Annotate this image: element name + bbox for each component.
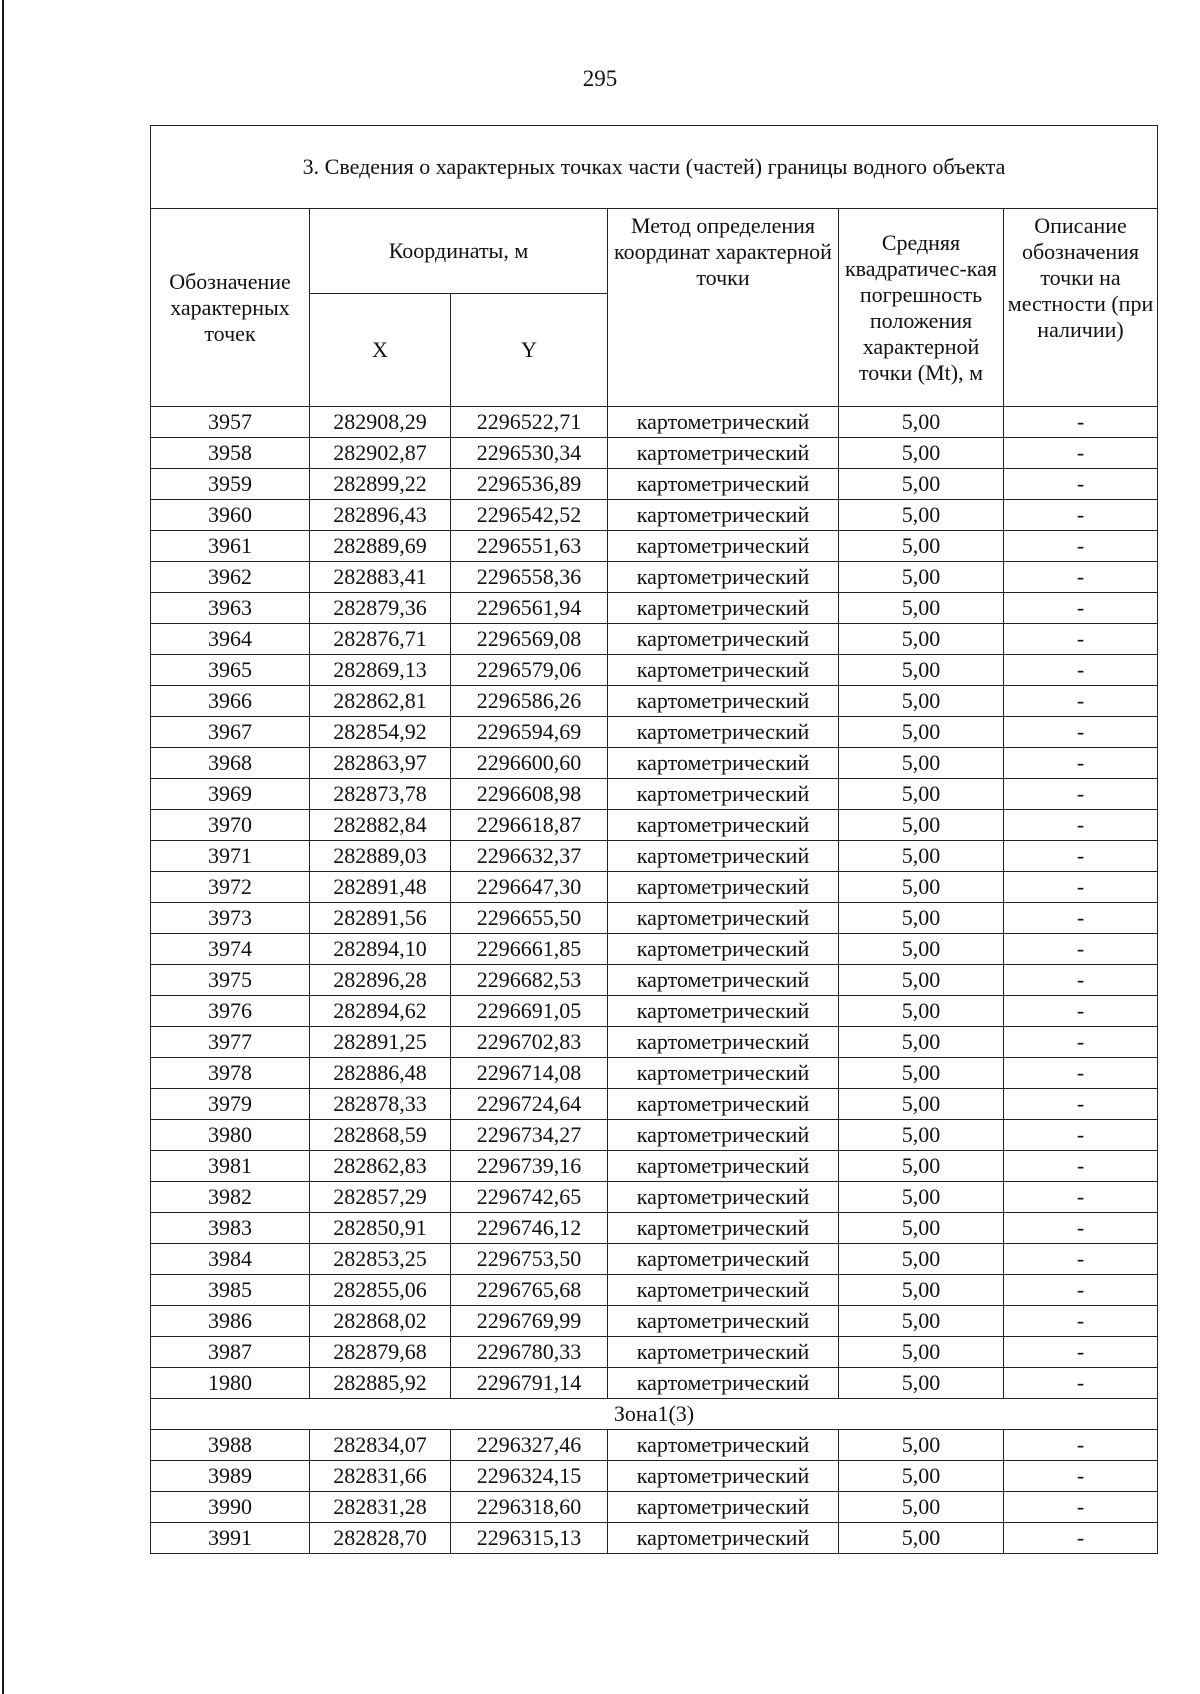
boundary-points-table	[150, 125, 1158, 1554]
cell-point: 3974	[151, 934, 310, 965]
cell-x: 282868,02	[310, 1306, 451, 1337]
cell-y: 2296579,06	[451, 655, 608, 686]
cell-point: 3980	[151, 1120, 310, 1151]
table-row	[151, 469, 1158, 500]
header-y: Y	[451, 294, 608, 407]
cell-x: 282855,06	[310, 1275, 451, 1306]
cell-desc: -	[1004, 1461, 1158, 1492]
cell-x: 282882,84	[310, 810, 451, 841]
cell-x: 282883,41	[310, 562, 451, 593]
cell-y: 2296586,26	[451, 686, 608, 717]
cell-y: 2296691,05	[451, 996, 608, 1027]
cell-method: картометрический	[608, 1182, 839, 1213]
cell-point: 3975	[151, 965, 310, 996]
cell-y: 2296682,53	[451, 965, 608, 996]
cell-desc: -	[1004, 841, 1158, 872]
cell-y: 2296734,27	[451, 1120, 608, 1151]
header-method: Метод определения координат характерной точки	[608, 209, 839, 407]
cell-desc: -	[1004, 1306, 1158, 1337]
cell-y: 2296530,34	[451, 438, 608, 469]
table-row	[151, 655, 1158, 686]
cell-point: 3968	[151, 748, 310, 779]
cell-point: 3971	[151, 841, 310, 872]
cell-point: 3983	[151, 1213, 310, 1244]
table-row	[151, 593, 1158, 624]
cell-mt: 5,00	[839, 686, 1004, 717]
cell-mt: 5,00	[839, 1461, 1004, 1492]
cell-desc: -	[1004, 593, 1158, 624]
cell-mt: 5,00	[839, 1027, 1004, 1058]
cell-method: картометрический	[608, 1430, 839, 1461]
cell-point: 3985	[151, 1275, 310, 1306]
table-row	[151, 1244, 1158, 1275]
cell-mt: 5,00	[839, 779, 1004, 810]
cell-method: картометрический	[608, 531, 839, 562]
table-row	[151, 934, 1158, 965]
cell-desc: -	[1004, 1430, 1158, 1461]
cell-y: 2296780,33	[451, 1337, 608, 1368]
cell-desc: -	[1004, 1027, 1158, 1058]
cell-mt: 5,00	[839, 1368, 1004, 1399]
cell-y: 2296714,08	[451, 1058, 608, 1089]
cell-desc: -	[1004, 1337, 1158, 1368]
cell-point: 3979	[151, 1089, 310, 1120]
cell-method: картометрический	[608, 872, 839, 903]
cell-mt: 5,00	[839, 1089, 1004, 1120]
cell-x: 282857,29	[310, 1182, 451, 1213]
table-row	[151, 1306, 1158, 1337]
table-row	[151, 1430, 1158, 1461]
zone-row	[151, 1399, 1158, 1430]
table-row	[151, 748, 1158, 779]
table-row	[151, 903, 1158, 934]
cell-x: 282891,56	[310, 903, 451, 934]
cell-desc: -	[1004, 903, 1158, 934]
cell-method: картометрический	[608, 655, 839, 686]
cell-method: картометрический	[608, 996, 839, 1027]
cell-mt: 5,00	[839, 593, 1004, 624]
cell-method: картометрический	[608, 934, 839, 965]
cell-point: 3966	[151, 686, 310, 717]
cell-y: 2296791,14	[451, 1368, 608, 1399]
cell-desc: -	[1004, 996, 1158, 1027]
cell-method: картометрический	[608, 748, 839, 779]
cell-mt: 5,00	[839, 1244, 1004, 1275]
cell-mt: 5,00	[839, 903, 1004, 934]
cell-desc: -	[1004, 562, 1158, 593]
cell-mt: 5,00	[839, 841, 1004, 872]
table-row	[151, 531, 1158, 562]
cell-x: 282902,87	[310, 438, 451, 469]
cell-point: 3970	[151, 810, 310, 841]
cell-desc: -	[1004, 407, 1158, 438]
table-row	[151, 779, 1158, 810]
cell-desc: -	[1004, 624, 1158, 655]
cell-y: 2296655,50	[451, 903, 608, 934]
table-row	[151, 1337, 1158, 1368]
cell-method: картометрический	[608, 686, 839, 717]
cell-y: 2296324,15	[451, 1461, 608, 1492]
cell-x: 282896,28	[310, 965, 451, 996]
cell-desc: -	[1004, 1151, 1158, 1182]
cell-y: 2296558,36	[451, 562, 608, 593]
cell-x: 282873,78	[310, 779, 451, 810]
cell-x: 282854,92	[310, 717, 451, 748]
cell-mt: 5,00	[839, 531, 1004, 562]
cell-method: картометрический	[608, 717, 839, 748]
cell-method: картометрический	[608, 1275, 839, 1306]
cell-x: 282850,91	[310, 1213, 451, 1244]
table-row	[151, 500, 1158, 531]
table-row	[151, 810, 1158, 841]
cell-x: 282879,68	[310, 1337, 451, 1368]
cell-mt: 5,00	[839, 1151, 1004, 1182]
cell-mt: 5,00	[839, 1058, 1004, 1089]
table-row	[151, 1275, 1158, 1306]
cell-method: картометрический	[608, 624, 839, 655]
table-row	[151, 1151, 1158, 1182]
cell-x: 282828,70	[310, 1523, 451, 1554]
cell-desc: -	[1004, 1182, 1158, 1213]
cell-x: 282878,33	[310, 1089, 451, 1120]
cell-mt: 5,00	[839, 1275, 1004, 1306]
cell-desc: -	[1004, 872, 1158, 903]
cell-x: 282889,03	[310, 841, 451, 872]
table-row	[151, 1027, 1158, 1058]
zone-rows	[151, 1430, 1158, 1554]
cell-mt: 5,00	[839, 717, 1004, 748]
cell-point: 3977	[151, 1027, 310, 1058]
table-row	[151, 841, 1158, 872]
cell-x: 282908,29	[310, 407, 451, 438]
zone-label: Зона1(3)	[151, 1399, 1158, 1430]
cell-desc: -	[1004, 748, 1158, 779]
cell-method: картометрический	[608, 965, 839, 996]
cell-method: картометрический	[608, 1306, 839, 1337]
cell-x: 282889,69	[310, 531, 451, 562]
cell-desc: -	[1004, 1368, 1158, 1399]
table-row	[151, 1213, 1158, 1244]
cell-point: 3964	[151, 624, 310, 655]
cell-desc: -	[1004, 810, 1158, 841]
cell-y: 2296327,46	[451, 1430, 608, 1461]
cell-x: 282831,28	[310, 1492, 451, 1523]
cell-x: 282862,83	[310, 1151, 451, 1182]
cell-point: 3986	[151, 1306, 310, 1337]
cell-mt: 5,00	[839, 965, 1004, 996]
cell-x: 282869,13	[310, 655, 451, 686]
cell-method: картометрический	[608, 1523, 839, 1554]
cell-point: 3967	[151, 717, 310, 748]
cell-y: 2296536,89	[451, 469, 608, 500]
table-row	[151, 1368, 1158, 1399]
cell-point: 1980	[151, 1368, 310, 1399]
cell-point: 3957	[151, 407, 310, 438]
cell-method: картометрический	[608, 500, 839, 531]
cell-desc: -	[1004, 1120, 1158, 1151]
cell-y: 2296753,50	[451, 1244, 608, 1275]
table-row	[151, 624, 1158, 655]
cell-method: картометрический	[608, 810, 839, 841]
cell-method: картометрический	[608, 1337, 839, 1368]
cell-mt: 5,00	[839, 1306, 1004, 1337]
cell-desc: -	[1004, 438, 1158, 469]
cell-x: 282894,62	[310, 996, 451, 1027]
table-row	[151, 965, 1158, 996]
cell-desc: -	[1004, 469, 1158, 500]
main-rows	[151, 407, 1158, 1399]
cell-mt: 5,00	[839, 934, 1004, 965]
cell-x: 282863,97	[310, 748, 451, 779]
cell-point: 3969	[151, 779, 310, 810]
cell-mt: 5,00	[839, 438, 1004, 469]
cell-point: 3961	[151, 531, 310, 562]
table-row	[151, 1461, 1158, 1492]
cell-y: 2296702,83	[451, 1027, 608, 1058]
cell-mt: 5,00	[839, 407, 1004, 438]
cell-method: картометрический	[608, 1461, 839, 1492]
cell-x: 282862,81	[310, 686, 451, 717]
cell-method: картометрический	[608, 1244, 839, 1275]
cell-x: 282891,48	[310, 872, 451, 903]
cell-y: 2296522,71	[451, 407, 608, 438]
header-coordinates: Координаты, м	[310, 209, 608, 294]
cell-mt: 5,00	[839, 500, 1004, 531]
cell-x: 282891,25	[310, 1027, 451, 1058]
cell-y: 2296739,16	[451, 1151, 608, 1182]
scan-edge	[2, 0, 4, 1694]
cell-y: 2296724,64	[451, 1089, 608, 1120]
cell-desc: -	[1004, 1213, 1158, 1244]
cell-y: 2296315,13	[451, 1523, 608, 1554]
cell-point: 3984	[151, 1244, 310, 1275]
cell-y: 2296608,98	[451, 779, 608, 810]
table-row	[151, 562, 1158, 593]
cell-y: 2296542,52	[451, 500, 608, 531]
cell-point: 3989	[151, 1461, 310, 1492]
cell-mt: 5,00	[839, 1523, 1004, 1554]
cell-y: 2296318,60	[451, 1492, 608, 1523]
cell-point: 3988	[151, 1430, 310, 1461]
cell-point: 3965	[151, 655, 310, 686]
cell-x: 282894,10	[310, 934, 451, 965]
cell-desc: -	[1004, 934, 1158, 965]
cell-point: 3976	[151, 996, 310, 1027]
cell-y: 2296647,30	[451, 872, 608, 903]
cell-mt: 5,00	[839, 1182, 1004, 1213]
cell-desc: -	[1004, 531, 1158, 562]
table-row	[151, 1492, 1158, 1523]
cell-desc: -	[1004, 1244, 1158, 1275]
cell-method: картометрический	[608, 407, 839, 438]
cell-method: картометрический	[608, 562, 839, 593]
header-description: Описание обозначения точки на местности (при наличии)	[1004, 209, 1158, 407]
table-row	[151, 1120, 1158, 1151]
cell-point: 3981	[151, 1151, 310, 1182]
cell-x: 282899,22	[310, 469, 451, 500]
cell-point: 3987	[151, 1337, 310, 1368]
cell-method: картометрический	[608, 779, 839, 810]
cell-desc: -	[1004, 717, 1158, 748]
cell-mt: 5,00	[839, 1430, 1004, 1461]
cell-y: 2296746,12	[451, 1213, 608, 1244]
cell-y: 2296618,87	[451, 810, 608, 841]
cell-desc: -	[1004, 686, 1158, 717]
cell-mt: 5,00	[839, 996, 1004, 1027]
cell-mt: 5,00	[839, 1120, 1004, 1151]
cell-method: картометрический	[608, 1151, 839, 1182]
cell-x: 282868,59	[310, 1120, 451, 1151]
cell-mt: 5,00	[839, 1337, 1004, 1368]
table-row	[151, 1058, 1158, 1089]
cell-mt: 5,00	[839, 810, 1004, 841]
header-designation: Обозначение характерных точек	[151, 209, 310, 407]
cell-y: 2296569,08	[451, 624, 608, 655]
cell-desc: -	[1004, 1058, 1158, 1089]
section-title: 3. Сведения о характерных точках части (частей) границы водного объекта	[151, 126, 1158, 209]
cell-mt: 5,00	[839, 655, 1004, 686]
cell-desc: -	[1004, 1275, 1158, 1306]
cell-method: картометрический	[608, 1368, 839, 1399]
table-row	[151, 1523, 1158, 1554]
cell-y: 2296632,37	[451, 841, 608, 872]
cell-mt: 5,00	[839, 748, 1004, 779]
cell-point: 3973	[151, 903, 310, 934]
cell-method: картометрический	[608, 469, 839, 500]
table-row	[151, 438, 1158, 469]
cell-desc: -	[1004, 1523, 1158, 1554]
cell-method: картометрический	[608, 1213, 839, 1244]
cell-y: 2296661,85	[451, 934, 608, 965]
cell-point: 3963	[151, 593, 310, 624]
cell-point: 3978	[151, 1058, 310, 1089]
cell-x: 282831,66	[310, 1461, 451, 1492]
cell-method: картометрический	[608, 1058, 839, 1089]
cell-point: 3991	[151, 1523, 310, 1554]
cell-method: картометрический	[608, 903, 839, 934]
cell-desc: -	[1004, 1089, 1158, 1120]
cell-y: 2296551,63	[451, 531, 608, 562]
cell-y: 2296765,68	[451, 1275, 608, 1306]
table-row	[151, 1182, 1158, 1213]
header-error: Средняя квадратичес-кая погрешность положения характерной точки (Mt), м	[839, 209, 1004, 407]
table-row	[151, 996, 1158, 1027]
cell-y: 2296742,65	[451, 1182, 608, 1213]
cell-x: 282879,36	[310, 593, 451, 624]
cell-point: 3990	[151, 1492, 310, 1523]
cell-mt: 5,00	[839, 624, 1004, 655]
cell-x: 282896,43	[310, 500, 451, 531]
cell-point: 3962	[151, 562, 310, 593]
cell-y: 2296600,60	[451, 748, 608, 779]
cell-mt: 5,00	[839, 1213, 1004, 1244]
cell-x: 282876,71	[310, 624, 451, 655]
cell-method: картометрический	[608, 593, 839, 624]
page-number: 295	[582, 66, 618, 91]
table-row	[151, 717, 1158, 748]
cell-mt: 5,00	[839, 469, 1004, 500]
cell-x: 282834,07	[310, 1430, 451, 1461]
cell-method: картометрический	[608, 1089, 839, 1120]
cell-method: картометрический	[608, 438, 839, 469]
cell-y: 2296594,69	[451, 717, 608, 748]
cell-method: картометрический	[608, 841, 839, 872]
cell-mt: 5,00	[839, 1492, 1004, 1523]
cell-x: 282886,48	[310, 1058, 451, 1089]
cell-y: 2296561,94	[451, 593, 608, 624]
cell-point: 3958	[151, 438, 310, 469]
cell-point: 3959	[151, 469, 310, 500]
cell-mt: 5,00	[839, 872, 1004, 903]
header-x: X	[310, 294, 451, 407]
cell-desc: -	[1004, 779, 1158, 810]
cell-method: картометрический	[608, 1120, 839, 1151]
cell-y: 2296769,99	[451, 1306, 608, 1337]
cell-method: картометрический	[608, 1027, 839, 1058]
table-row	[151, 686, 1158, 717]
cell-mt: 5,00	[839, 562, 1004, 593]
cell-point: 3982	[151, 1182, 310, 1213]
cell-desc: -	[1004, 655, 1158, 686]
cell-point: 3960	[151, 500, 310, 531]
cell-desc: -	[1004, 965, 1158, 996]
table-row	[151, 407, 1158, 438]
cell-point: 3972	[151, 872, 310, 903]
table-row	[151, 1089, 1158, 1120]
cell-method: картометрический	[608, 1492, 839, 1523]
cell-desc: -	[1004, 1492, 1158, 1523]
cell-x: 282885,92	[310, 1368, 451, 1399]
table-row	[151, 872, 1158, 903]
cell-x: 282853,25	[310, 1244, 451, 1275]
cell-desc: -	[1004, 500, 1158, 531]
